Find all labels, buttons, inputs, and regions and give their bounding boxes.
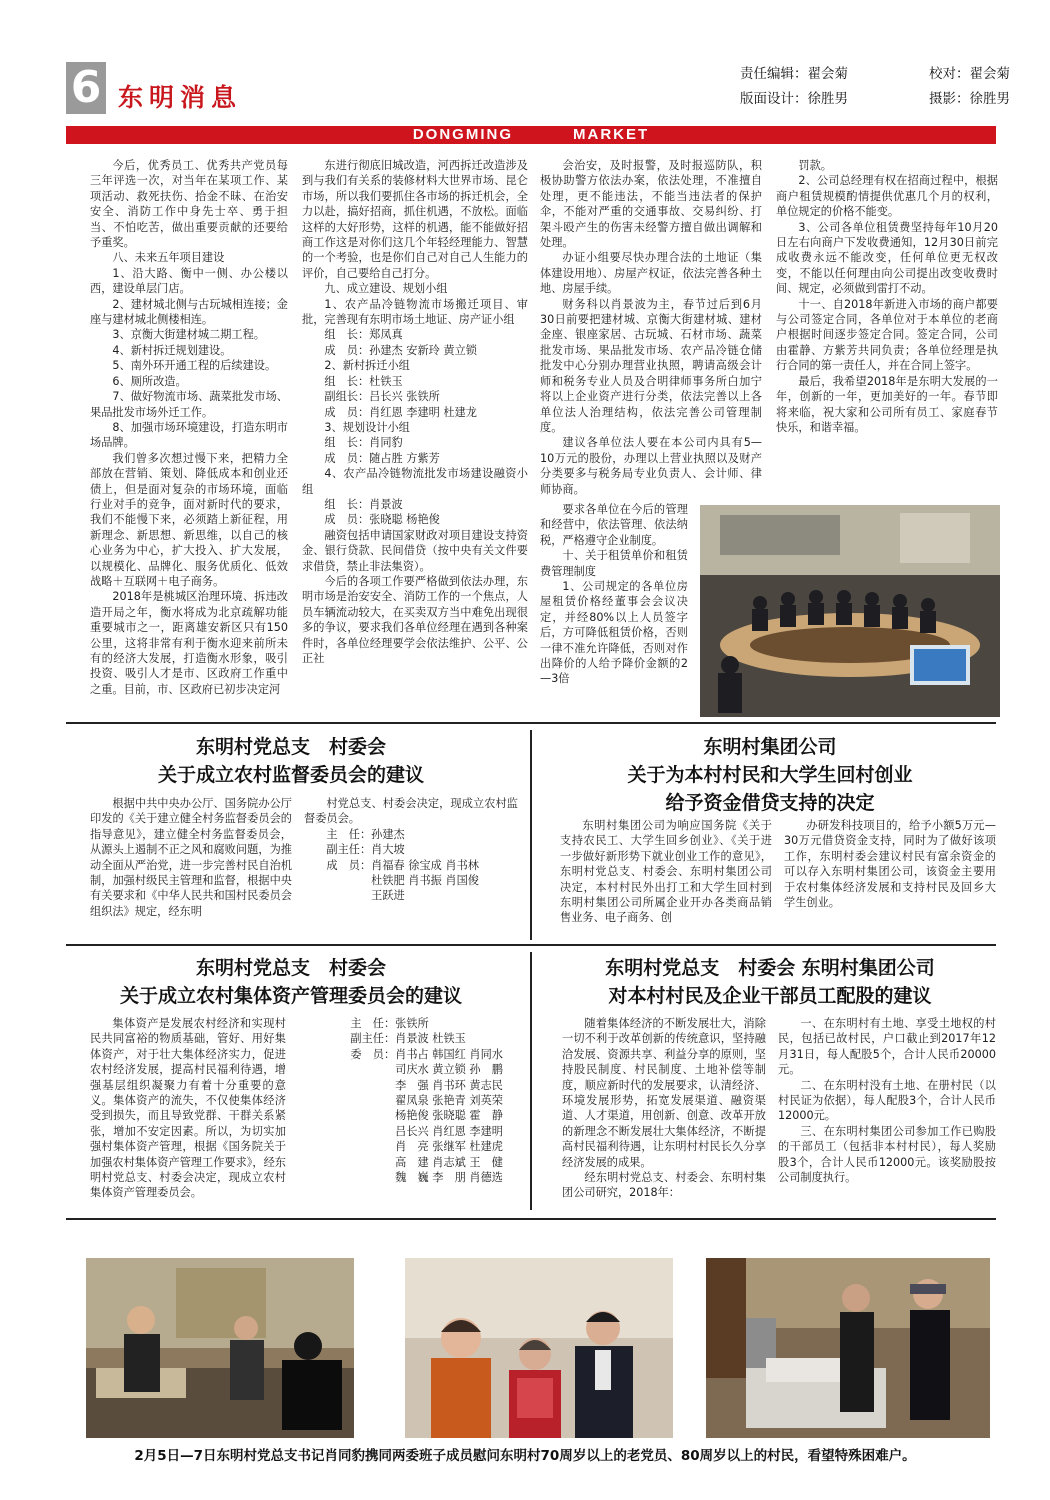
article5-headline-line1: 东明村党总支 村委会 东明村集团公司: [605, 957, 935, 979]
paragraph: 5、南外环开通工程的后续建设。: [112, 359, 277, 373]
editorial-credits: [740, 62, 1010, 112]
paragraph: 成 员：随占胜 方紫芳: [324, 451, 440, 465]
article5-column-2: [778, 1016, 996, 1216]
article1-column-4: [776, 158, 998, 498]
paragraph: 九、成立建设、规划小组: [324, 282, 448, 296]
paragraph: 集体资产是发展农村经济和实现村民共同富裕的物质基础，管好、用好集体资产，对于壮大集体经济实力，促进农村经济发展，提高村民福利待遇，增强基层组织凝聚力有着十分重要的意义。集体资产的流失，不仅使集体经济受到损失，而且导致党群、干群关系紧张，增加不安定因素。所以，为切实加强村集体资产管理，根据《国务院关于加强农村集体资产管理工作要求》，经东明村党总支、村委会决定，现成立农村集体资产管理委员会。: [90, 1017, 286, 1200]
photo-credit: 摄影：徐胜男: [929, 91, 1010, 107]
paragraph: 组 长：肖同豹: [324, 436, 403, 450]
paragraph: 要求各单位在今后的管理和经营中，依法管理、依法纳税，严格遵守企业制度。: [540, 503, 688, 547]
meeting-room-photo: [700, 505, 1000, 717]
article1-column-1: [90, 158, 288, 718]
masthead-title: 东明消息: [118, 83, 243, 112]
paragraph: 魏 巍 李 朋 肖德选: [350, 1171, 503, 1185]
paragraph: 2、建材城北侧与古玩城相连接；金座与建材城北侧楼相连。: [90, 297, 288, 327]
paragraph: 办研发科技项目的，给予小额5万元—30万元借贷资金支持，同时为了做好该项工作，东明村委会建议村民有富余资金的可以存入东明村集团公司，该资金主要用于农村集体经济发展和支持村民及回乡大学生创业。: [784, 819, 996, 910]
section-divider-1: [66, 722, 996, 724]
paragraph: 2、新村拆迁小组: [324, 359, 410, 373]
article2-headline-line2: 关于成立农村监督委员会的建议: [157, 764, 424, 786]
paragraph: 组 长：肖景波: [324, 497, 403, 511]
paragraph: 1、农产品冷链物流市场搬迁项目、审批，完善现有东明市场土地证、房产证小组: [302, 297, 528, 327]
article3-column-2: [784, 818, 996, 938]
photo-caption: 2月5日—7日东明村党总支书记肖同豹携同两委班子成员慰问东明村70周岁以上的老党员、80周岁以上的村民，看望特殊困难户。: [134, 1448, 916, 1464]
article3-headline-line3: 给予资金借贷支持的决定: [665, 792, 875, 814]
paragraph: 1、沿大路、衡中一侧、办公楼以西，建设单层门店。: [90, 266, 288, 296]
paragraph: 组 长：杜铁玉: [324, 374, 403, 388]
paragraph: 委 员：肖书占 韩国红 肖同水: [350, 1047, 503, 1061]
paragraph: 1、公司规定的各单位房屋租赁价格经董事会会议决定，并经80%以上人员签字后，方可降低租赁价格，否则一律不准允许降低，否则对作出降价的人给予降价金额的2—3倍: [540, 580, 688, 686]
article4-headline-line2: 关于成立农村集体资产管理委员会的建议: [119, 985, 462, 1007]
paragraph: 村党总支、村委会决定，现成立农村监督委员会。: [304, 797, 518, 826]
paragraph: 经东明村党总支、村委会、东明村集团公司研究，2018年：: [562, 1171, 766, 1200]
column-divider-1: [530, 730, 532, 940]
paragraph: 办证小组要尽快办理合法的土地证（集体建设用地）、房屋产权证，依法完善各种土地、房屋手续。: [540, 251, 762, 296]
paragraph: 司庆水 黄立锁 孙 鹏: [350, 1063, 503, 1077]
article4-column-2: [328, 1016, 528, 1216]
article1-column-2: [302, 158, 528, 718]
paragraph: 7、做好物流市场、蔬菜批发市场、果品批发市场外迁工作。: [90, 390, 288, 419]
paragraph: 成 员：肖红恩 李建明 杜建龙: [324, 405, 477, 419]
editor-credit: 责任编辑：翟会菊: [740, 66, 848, 82]
paragraph: 3、京衡大街建材城二期工程。: [112, 328, 265, 342]
paragraph: 吕长兴 肖红恩 李建明: [350, 1124, 503, 1138]
paragraph: 副主任：肖景波 杜铁玉: [350, 1032, 466, 1046]
paragraph: 2018年是桃城区治理环境、拆违改造开局之年，衡水将成为北京疏解功能重要城市之一，距离雄安新区只有150公里，这将非常有利于衡水迎来前所未有的经济大发展，打造衡水形象，吸引投资、吸引人才是市、区政府工作重中之重。目前，市、区政府已初步决定河: [90, 590, 288, 696]
bedside-visit-photo: [706, 1258, 990, 1438]
paragraph: 高 建 肖志斌 王 健: [350, 1155, 503, 1169]
article5-headline: [540, 954, 1000, 1010]
article1-column-3-lower: [540, 502, 688, 712]
article5-headline-line2: 对本村村民及企业干部员工配股的建议: [608, 985, 932, 1007]
paragraph: 杨艳俊 张晓聪 霍 静: [350, 1109, 503, 1123]
paragraph: 王跃进: [326, 889, 405, 903]
paragraph: 8、加强市场环境建设，打造东明市场品牌。: [90, 420, 288, 450]
paragraph: 主 任：张铁所: [350, 1017, 429, 1030]
paragraph: 最后，我希望2018年是东明大发展的一年，创新的一年，更加美好的一年。春节即将来临，祝大家和公司所有员工、家庭春节快乐，和谐幸福。: [776, 374, 998, 434]
article2-headline: [66, 733, 516, 789]
paragraph: 根据中共中央办公厅、国务院办公厅印发的《关于建立健全村务监督委员会的指导意见》，建立健全村务监督委员会，从源头上遏制不正之风和腐败问题，为推动全面从严治党，进一步完善村民自治机制，加强村级民主管理和监督，根据中央有关要求和《中华人民共和国村民委员会组织法》规定，经东明: [90, 797, 292, 918]
paragraph: 融资包括申请国家财政对项目建设支持资金、银行贷款、民间借贷（按中央有关文件要求借贷，禁止非法集资）。: [302, 528, 528, 573]
paragraph: 2、公司总经理有权在招商过程中，根据商户租赁规模酌情提供优惠几个月的权利，单位规定的价格不能变。: [776, 174, 998, 219]
article3-headline: [540, 733, 1000, 817]
article5-column-1: [562, 1016, 766, 1216]
section-banner: [66, 126, 996, 144]
article2-column-1: [90, 796, 292, 936]
paragraph: 我们曾多次想过慢下来，把精力全部放在营销、策划、降低成本和创业还债上，但是面对复杂的市场环境，面临行业对手的竞争，面对新时代的要求，我们不能慢下来，必须踏上新征程，用新理念、新思想、新思维，以自己的核心业务为中心，扩大投入、扩大发展，以规模化、品牌化、服务优质化、低效战略＋互联网＋电子商务。: [90, 451, 288, 588]
article3-column-1: [560, 818, 772, 938]
paragraph: 今后，优秀员工、优秀共产党员每三年评选一次，对当年在某项工作、某项活动、救死扶伤、拾金不昧、在治安安全、消防工作中身先士卒、勇于担当、不怕吃苦，做出重要贡献的还要给予重奖。: [90, 159, 288, 250]
paragraph: 罚款。: [798, 159, 832, 172]
paragraph: 组 长：郑凤真: [324, 328, 403, 342]
design-credit: 版面设计：徐胜男: [740, 91, 848, 107]
page-number: 6: [66, 62, 106, 114]
paragraph: 随着集体经济的不断发展壮大，消除一切不利于改革创新的传统意识，坚持融洽发展、资源共享、利益分享的原则，坚持股民制度、村民制度、土地补偿等制度，顺应新时代的发展要求，认清经济、环境发展形势，拓宽发展渠道、融资渠道、人才渠道，用创新、创意、改革开放的新理念不断发展壮大集体经济，不断提高村民福利待遇，让东明村村民长久分享经济发展的成果。: [562, 1017, 766, 1169]
column-divider-2: [530, 952, 532, 1210]
paragraph: 今后的各项工作要严格做到依法办理，东明市场是治安安全、消防工作的一个焦点，人员车辆流动较大，在买卖双方当中难免出现很多的争议，要求我们各单位经理在遇到各种案件时，各单位经理要学会依法维护、公平、公正社: [302, 574, 528, 665]
paragraph: 财务科以肖景波为主，春节过后到6月30日前要把建材城、京衡大街建材城、建材金座、银座家居、古玩城、石材市场、蔬菜批发市场、果品批发市场、农产品冷链仓储批发中心分别办理营业执照，聘请高级会计师和税务专业人员及合明律师事务所白加宁将以上企业资产进行分类，依法完善以上各单位法人治理结构，依法完善公司管理制度。: [540, 297, 762, 434]
paragraph: 杜铁肥 肖书振 肖国俊: [326, 874, 479, 888]
paragraph: 八、未来五年项目建设: [112, 251, 225, 265]
paragraph: 肖 亮 张继军 杜建虎: [350, 1140, 503, 1154]
article4-headline: [66, 954, 516, 1010]
section-divider-2: [66, 944, 996, 946]
paragraph: 4、新村拆迁规划建设。: [112, 343, 232, 357]
paragraph: 二、在东明村没有土地、在册村民（以村民证为依据），每人配股3个，合计人民币12000元。: [778, 1078, 996, 1123]
paragraph: 三、在东明村集团公司参加工作已购股的干部员工（包括非本村村民），每人奖励股3个，合计人民币12000元。该奖励股按公司制度执行。: [778, 1124, 996, 1185]
paragraph: 翟凤泉 张艳青 刘英荣: [350, 1094, 503, 1108]
banner-right: MARKET: [573, 126, 650, 143]
paragraph: 3、公司各单位租赁费坚持每年10月20日左右向商户下发收费通知，12月30日前完成收费永远不能改变，任何单位更无权改变，不能以任何理由向公司提出改变收费时间、规定，必须做到雷打不动。: [776, 220, 998, 296]
paragraph: 成 员：孙建杰 安新玲 黄立锁: [324, 343, 477, 357]
article4-headline-line1: 东明村党总支 村委会: [195, 957, 386, 979]
article2-column-2: [304, 796, 518, 936]
section-divider-3: [66, 1218, 996, 1220]
paragraph: 十、关于租赁单价和租赁费管理制度: [540, 549, 688, 578]
paragraph: 李 强 肖书环 黄志民: [350, 1078, 503, 1092]
paragraph: 东明村集团公司为响应国务院《关于支持农民工、大学生回乡创业》、《关于进一步做好新形势下就业创业工作的意见》，东明村党总支、村委会、东明村集团公司决定，本村村民外出打工和大学生回村到东明村集团公司所属企业开办各类商品销售业务、电子商务、创: [560, 819, 772, 925]
article3-headline-line1: 东明村集团公司: [703, 736, 837, 758]
paragraph: 一、在东明村有土地、享受土地权的村民，包括已故村民，户口截止到2017年12月31日，每人配股5个，合计人民币20000元。: [778, 1017, 996, 1077]
paragraph: 4、农产品冷链物流批发市场建设融资小组: [302, 467, 528, 496]
paragraph: 副主任：肖大坡: [326, 843, 405, 857]
paragraph: 主 任：孙建杰: [326, 827, 405, 841]
paragraph: 会治安，及时报警，及时报巡防队，积极协助警方依法办案，依法处理，不准擅自处理，更不能违法，不能当违法者的保护伞，不能对严重的交通事故、交易纠纷、打架斗殴产生的伤害未经警方擅自做出调解和处理。: [540, 159, 762, 250]
article3-headline-line2: 关于为本村村民和大学生回村创业: [627, 764, 913, 786]
banner-left: DONGMING: [412, 126, 513, 143]
paragraph: 建议各单位法人要在本公司内具有5—10万元的股份，办理以上营业执照以及财产分类要多与税务局专业负责人、会计师、律师协商。: [540, 436, 762, 496]
paragraph: 成 员：肖福春 徐宝成 肖书林: [326, 858, 479, 872]
paragraph: 成 员：张晓聪 杨艳俊: [324, 513, 440, 527]
article2-headline-line1: 东明村党总支 村委会: [195, 736, 386, 758]
elderly-visit-photo: [86, 1258, 354, 1438]
paragraph: 东进行彻底旧城改造，河西拆迁改造涉及到与我们有关系的装修材料大世界市场、昆仑市场，所以我们要抓住各市场的拆迁机会，全力以赴，搞好招商，抓住机遇，不放松。面临这样的大好形势，这样的机遇，能不能做好招商工作这是对你们这几个年轻经理能力、智慧的一个考验，也是你们自己对自己人生能力的评价，自己要给自己打分。: [302, 159, 528, 280]
article1-column-3: [540, 158, 762, 500]
paragraph: 十一、自2018年新进入市场的商户都要与公司签定合同，各单位对于本单位的老商户根据时间逐步签定合同。签定合同，公司由霍静、方紫芳共同负责；各单位经理是执行合同的第一责任人，并在合同上签字。: [776, 297, 998, 373]
family-portrait-photo: [405, 1258, 673, 1438]
proof-credit: 校对：翟会菊: [929, 66, 1010, 82]
paragraph: 3、规划设计小组: [324, 420, 410, 434]
article4-column-1: [90, 1016, 286, 1216]
paragraph: 6、厕所改造。: [112, 374, 187, 388]
paragraph: 副组长：吕长兴 张铁所: [324, 390, 440, 404]
